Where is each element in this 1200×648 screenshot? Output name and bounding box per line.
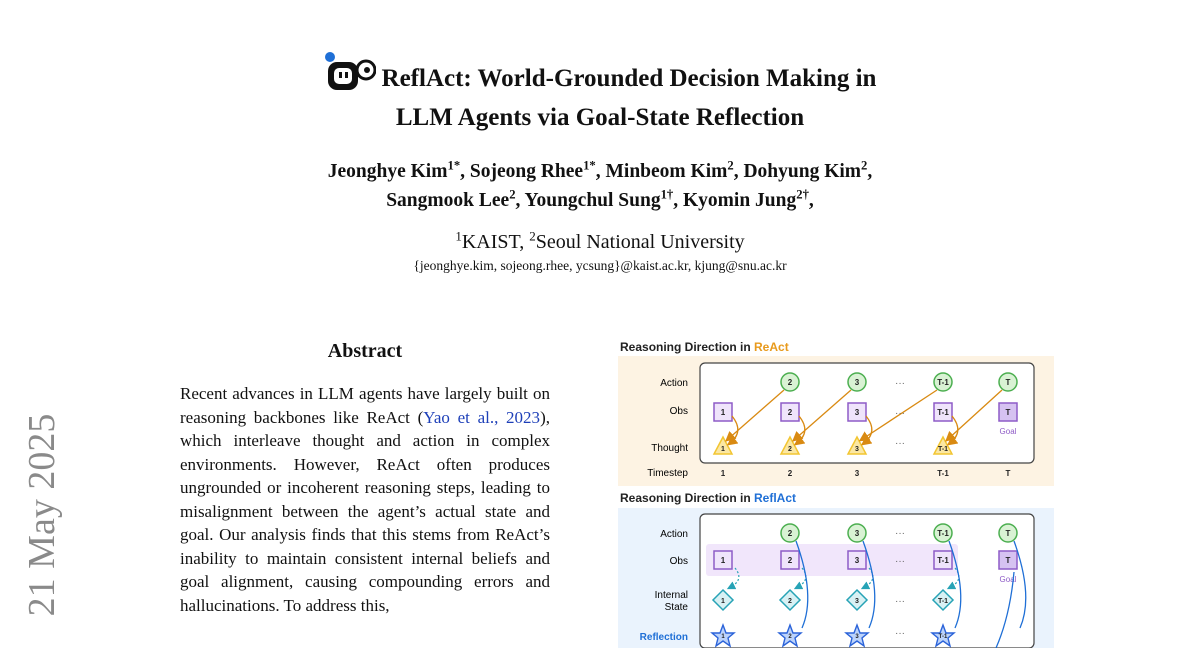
reflact-frame <box>700 514 1034 648</box>
timestep-label: 1 <box>720 469 726 478</box>
reflection-star-label: 1 <box>721 634 725 640</box>
internal-state-label: T-1 <box>937 598 949 605</box>
arxiv-date-stamp <box>12 405 72 625</box>
obs-node-label: T <box>1005 408 1011 417</box>
author: Youngchul Sung$^{1\dagger}$, <box>524 187 683 211</box>
timestep-label: T-1 <box>937 469 949 478</box>
thought-node-label: T-1 <box>937 446 949 453</box>
author-emails: {jeonghye.kim, sojeong.rhee, ycsung}@kaist.ac.kr, kjung@snu.ac.kr <box>413 258 787 273</box>
internal-state-label: 1 <box>721 598 725 605</box>
author-list <box>0 157 1200 215</box>
author: Dohyung Kim$^2$, <box>743 158 873 182</box>
action-node-label: 2 <box>787 378 793 387</box>
thought-node-label: 2 <box>788 446 792 453</box>
paper-title <box>0 52 1200 134</box>
ellipsis-mark: ··· <box>895 596 905 607</box>
action-node-label: 3 <box>854 378 860 387</box>
ellipsis-mark: ··· <box>895 378 905 389</box>
abstract-heading: Abstract <box>327 340 403 362</box>
reflection-star-label: 3 <box>855 634 859 640</box>
authors-line-2 <box>0 186 1200 215</box>
reflact-row-internal: Internal <box>654 590 688 601</box>
timestep-label: T <box>1005 469 1011 478</box>
obs-node-label: 3 <box>854 556 860 565</box>
action-node-label: 2 <box>787 529 793 538</box>
ellipsis-mark: ··· <box>895 528 905 539</box>
react-heading: Reasoning Direction in ReAct <box>620 340 789 354</box>
reflact-heading: Reasoning Direction in ReflAct <box>620 491 797 505</box>
citation-link[interactable]: Yao et al., 2023 <box>423 407 541 427</box>
goal-label: Goal <box>999 575 1017 584</box>
reflact-row-obs: Obs <box>669 556 688 567</box>
action-node-label: T <box>1005 529 1011 538</box>
robot-logo-icon <box>324 52 376 101</box>
title-line-2: LLM Agents via Goal-State Reflection <box>395 104 805 131</box>
timestep-label: 2 <box>787 469 793 478</box>
reflact-obs-band <box>706 544 958 576</box>
react-row-obs: Obs <box>669 406 688 417</box>
author: Kyomin Jung$^{2\dagger}$, <box>683 187 814 211</box>
reflection-star-label: T-1 <box>938 634 948 640</box>
affiliations: $^1$KAIST, $^2$Seoul National University <box>455 228 745 253</box>
obs-node-label: 2 <box>787 408 793 417</box>
timestep-label: 3 <box>854 469 860 478</box>
authors-line-1 <box>0 157 1200 186</box>
action-node-label: 3 <box>854 529 860 538</box>
reflact-row-action: Action <box>660 529 688 540</box>
thought-node-label: 3 <box>855 446 859 453</box>
author: Sangmook Lee$^2$, <box>386 187 525 211</box>
action-node-label: T-1 <box>937 378 949 387</box>
goal-label: Goal <box>999 427 1017 436</box>
ellipsis-mark: ··· <box>895 438 905 449</box>
figure-canvas <box>618 336 1058 648</box>
react-row-action: Action <box>660 378 688 389</box>
internal-state-label: 2 <box>788 598 792 605</box>
internal-state-label: 3 <box>855 598 859 605</box>
react-frame <box>700 363 1034 463</box>
reasoning-direction-figure <box>618 336 1058 648</box>
author: Jeonghye Kim$^{1*}$, <box>327 158 470 182</box>
obs-node-label: T-1 <box>937 556 949 565</box>
reflact-row-state: State <box>664 602 688 613</box>
author: Sojeong Rhee$^{1*}$, <box>469 158 606 182</box>
ellipsis-mark: ··· <box>895 628 905 639</box>
obs-node-label: T <box>1005 556 1011 565</box>
obs-node-label: 3 <box>854 408 860 417</box>
ellipsis-mark: ··· <box>895 556 905 567</box>
reflection-star-label: 2 <box>788 634 792 640</box>
ellipsis-mark: ··· <box>895 408 905 419</box>
obs-node-label: T-1 <box>937 408 949 417</box>
title-text-1: ReflAct: World-Grounded Decision Making in <box>381 65 877 92</box>
abstract-text: Recent advances in LLM agents have largely built on reasoning backbones like ReAct (Yao et al., 2023), which interleave thought and action in complex environments. However, ReAct often produces ungrounded or incoherent reasoning steps, leading to misalignment between the agent’s actual state and goal. Our analysis finds that this stems from ReAct’s inability to maintain consistent internal beliefs and goal alignment, causing compounding errors and hallucinations. To address this, <box>180 384 550 615</box>
reflact-row-reflection: Reflection <box>639 632 688 643</box>
author: Minbeom Kim$^2$, <box>605 158 744 182</box>
obs-node-label: 1 <box>720 556 726 565</box>
action-node-label: T <box>1005 378 1011 387</box>
title-line-1 <box>0 52 1200 101</box>
paper-header <box>0 52 1200 274</box>
thought-node-label: 1 <box>721 446 725 453</box>
react-row-timestep: Timestep <box>647 468 688 479</box>
action-node-label: T-1 <box>937 529 949 538</box>
react-row-thought: Thought <box>651 443 688 454</box>
arxiv-date-text: 21 May 2025 <box>21 413 63 617</box>
obs-node-label: 1 <box>720 408 726 417</box>
obs-node-label: 2 <box>787 556 793 565</box>
